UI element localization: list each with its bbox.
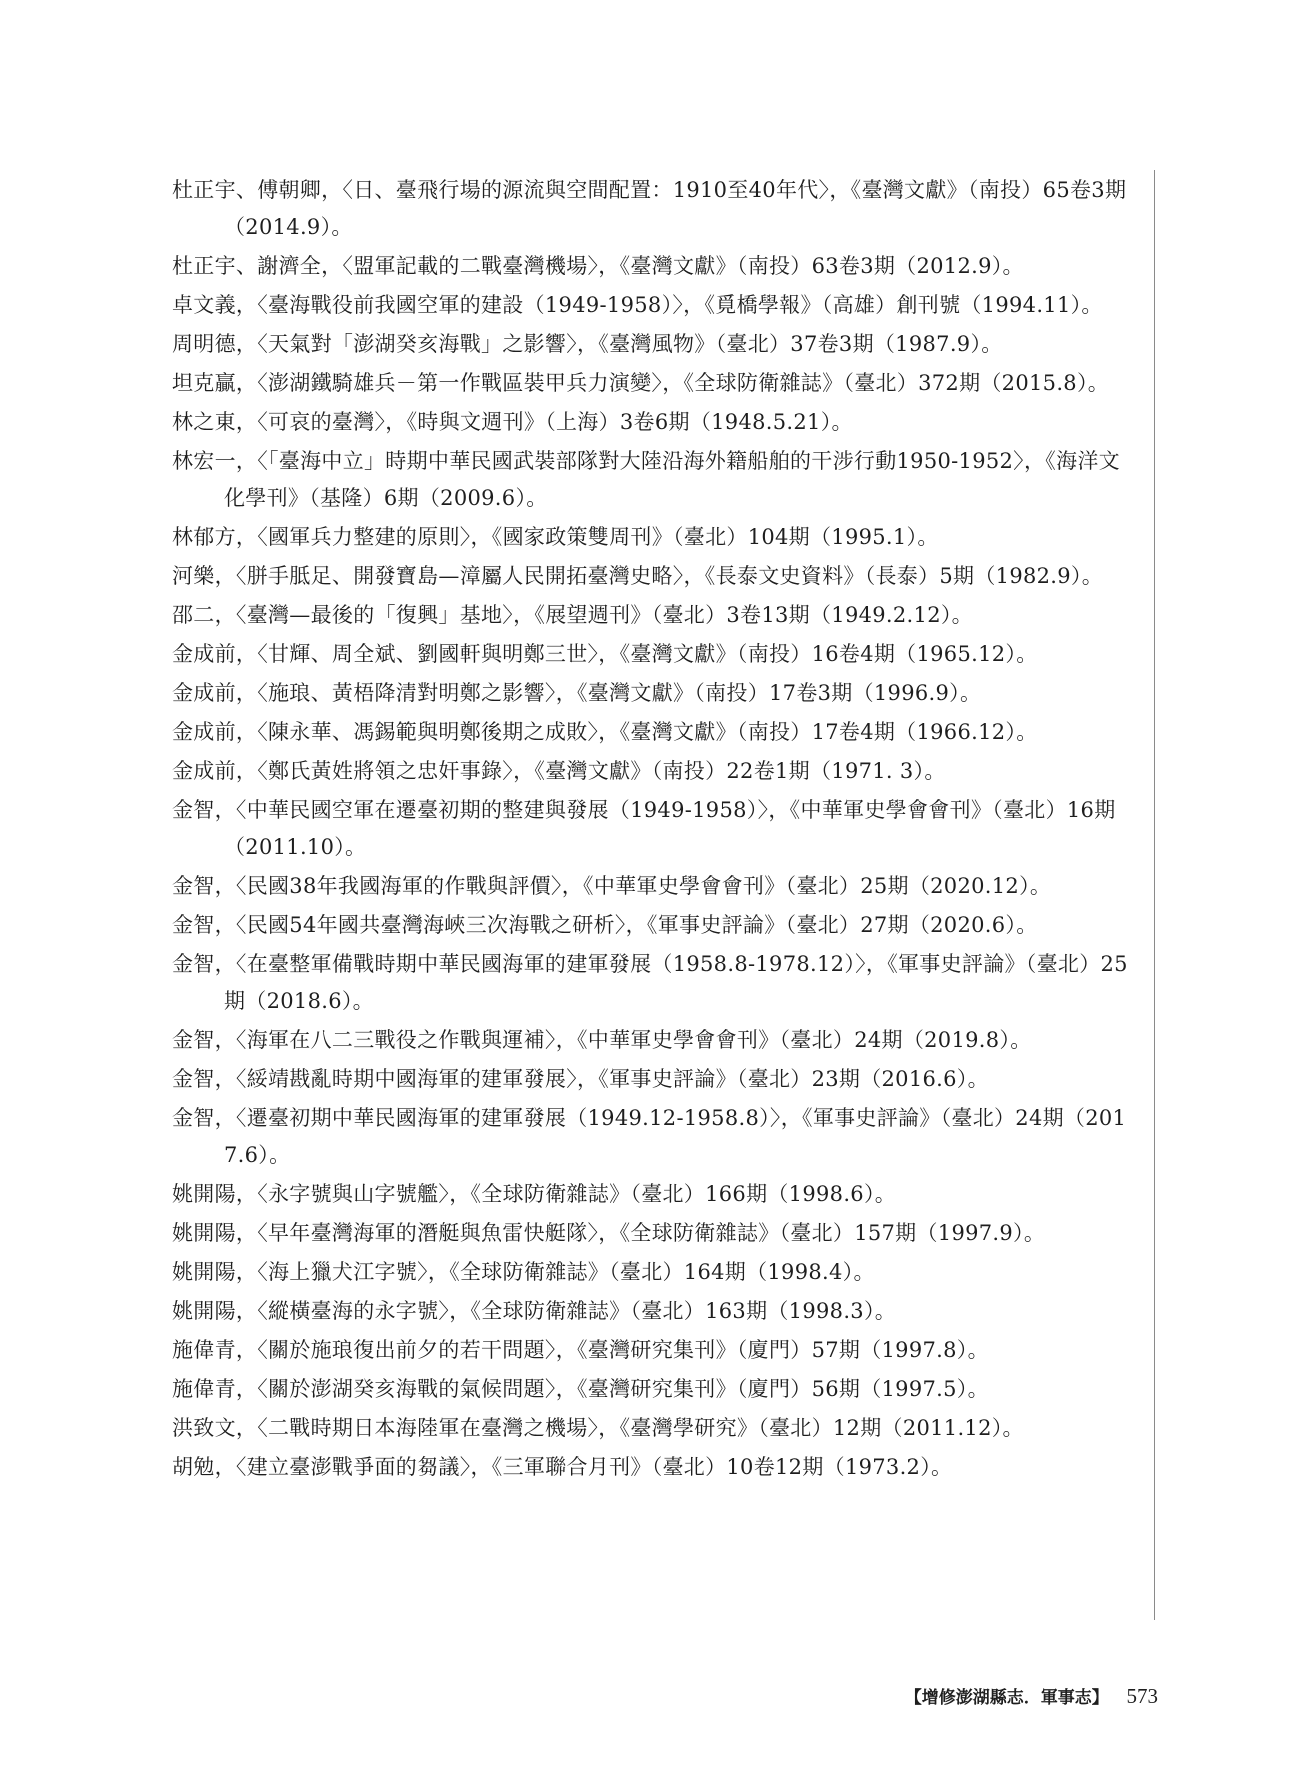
running-footer-title: 【增修澎湖縣志．軍事志】 <box>904 1688 1109 1708</box>
bibliography-entry: 洪致文，〈二戰時期日本海陸軍在臺灣之機場〉，《臺灣學研究》（臺北）12期（2011.12）。 <box>172 1416 1024 1440</box>
bibliography-list <box>172 172 1140 1488</box>
bibliography-entry: 金成前，〈施琅、黃梧降清對明鄭之影響〉，《臺灣文獻》（南投）17卷3期（1996.9）。 <box>172 681 982 705</box>
bibliography-entry: 林之東，〈可哀的臺灣〉，《時與文週刊》（上海）3卷6期（1948.5.21）。 <box>172 410 853 434</box>
bibliography-entry: 金成前，〈陳永華、馮錫範與明鄭後期之成敗〉，《臺灣文獻》（南投）17卷4期（1966.12）。 <box>172 720 1038 744</box>
bibliography-entry: 周明德，〈天氣對「澎湖癸亥海戰」之影響〉，《臺灣風物》（臺北）37卷3期（1987.9）。 <box>172 332 1003 356</box>
bibliography-entry: 施偉青，〈關於施琅復出前夕的若干問題〉，《臺灣研究集刊》（廈門）57期（1997.8）。 <box>172 1338 989 1362</box>
bibliography-entry: 姚開陽，〈永字號與山字號艦〉，《全球防衛雜誌》（臺北）166期（1998.6）。 <box>172 1182 897 1206</box>
bibliography-entry: 施偉青，〈關於澎湖癸亥海戰的氣候問題〉，《臺灣研究集刊》（廈門）56期（1997.5）。 <box>172 1377 989 1401</box>
bibliography-entry: 金智，〈遷臺初期中華民國海軍的建軍發展（1949.12-1958.8）〉，《軍事史評論》（臺北）24期（2017.6）。 <box>172 1106 1127 1167</box>
bibliography-entry: 河樂，〈胼手胝足、開發寶島—漳屬人民開拓臺灣史略〉，《長泰文史資料》（長泰）5期（1982.9）。 <box>172 564 1104 588</box>
page-number: 573 <box>1126 1684 1158 1708</box>
bibliography-entry: 金智，〈民國54年國共臺灣海峽三次海戰之研析〉，《軍事史評論》（臺北）27期（2020.6）。 <box>172 913 1038 937</box>
bibliography-entry: 金智，〈綏靖戡亂時期中國海軍的建軍發展〉，《軍事史評論》（臺北）23期（2016.6）。 <box>172 1067 989 1091</box>
bibliography-entry: 姚開陽，〈早年臺灣海軍的潛艇與魚雷快艇隊〉，《全球防衛雜誌》（臺北）157期（1997.9）。 <box>172 1221 1046 1245</box>
bibliography-entry: 邵二，〈臺灣—最後的「復興」基地〉，《展望週刊》（臺北）3卷13期（1949.2.12）。 <box>172 603 973 627</box>
bibliography-entry: 金智，〈海軍在八二三戰役之作戰與運補〉，《中華軍史學會會刊》（臺北）24期（2019.8）。 <box>172 1028 1032 1052</box>
bibliography-entry: 坦克贏，〈澎湖鐵騎雄兵－第一作戰區裝甲兵力演變〉，《全球防衛雜誌》（臺北）372期（2015.8）。 <box>172 371 1110 395</box>
bibliography-entry: 姚開陽，〈海上獵犬江字號〉，《全球防衛雜誌》（臺北）164期（1998.4）。 <box>172 1260 875 1284</box>
bibliography-entry: 姚開陽，〈縱橫臺海的永字號〉，《全球防衛雜誌》（臺北）163期（1998.3）。 <box>172 1299 897 1323</box>
bibliography-entry: 金成前，〈甘輝、周全斌、劉國軒與明鄭三世〉，《臺灣文獻》（南投）16卷4期（1965.12）。 <box>172 642 1038 666</box>
bibliography-entry: 卓文義，〈臺海戰役前我國空軍的建設（1949-1958）〉，《覓橋學報》（高雄）創刊號（1994.11）。 <box>172 293 1103 317</box>
bibliography-entry: 金成前，〈鄭氏黃姓將領之忠奸事錄〉，《臺灣文獻》（南投）22卷1期（1971. 3）。 <box>172 759 946 783</box>
bibliography-entry: 杜正宇、謝濟全，〈盟軍記載的二戰臺灣機場〉，《臺灣文獻》（南投）63卷3期（2012.9）。 <box>172 254 1024 278</box>
page-footer <box>905 1684 1158 1710</box>
margin-rule <box>1154 170 1155 1620</box>
bibliography-entry: 杜正宇、傅朝卿，〈日、臺飛行場的源流與空間配置：1910至40年代〉，《臺灣文獻》（南投）65卷3期（2014.9）。 <box>172 178 1127 239</box>
bibliography-entry: 金智，〈民國38年我國海軍的作戰與評價〉，《中華軍史學會會刊》（臺北）25期（2020.12）。 <box>172 874 1052 898</box>
bibliography-entry: 林郁方，〈國軍兵力整建的原則〉，《國家政策雙周刊》（臺北）104期（1995.1）。 <box>172 525 939 549</box>
bibliography-entry: 林宏一，〈「臺海中立」時期中華民國武裝部隊對大陸沿海外籍船舶的干涉行動1950-1952〉，《海洋文化學刊》（基隆）6期（2009.6）。 <box>172 449 1120 510</box>
bibliography-entry: 金智，〈在臺整軍備戰時期中華民國海軍的建軍發展（1958.8-1978.12）〉，《軍事史評論》（臺北）25期（2018.6）。 <box>172 952 1128 1013</box>
bibliography-entry: 胡勉，〈建立臺澎戰爭面的芻議〉，《三軍聯合月刊》（臺北）10卷12期（1973.2）。 <box>172 1455 953 1479</box>
bibliography-entry: 金智，〈中華民國空軍在遷臺初期的整建與發展（1949-1958）〉，《中華軍史學會會刊》（臺北）16期（2011.10）。 <box>172 798 1116 859</box>
